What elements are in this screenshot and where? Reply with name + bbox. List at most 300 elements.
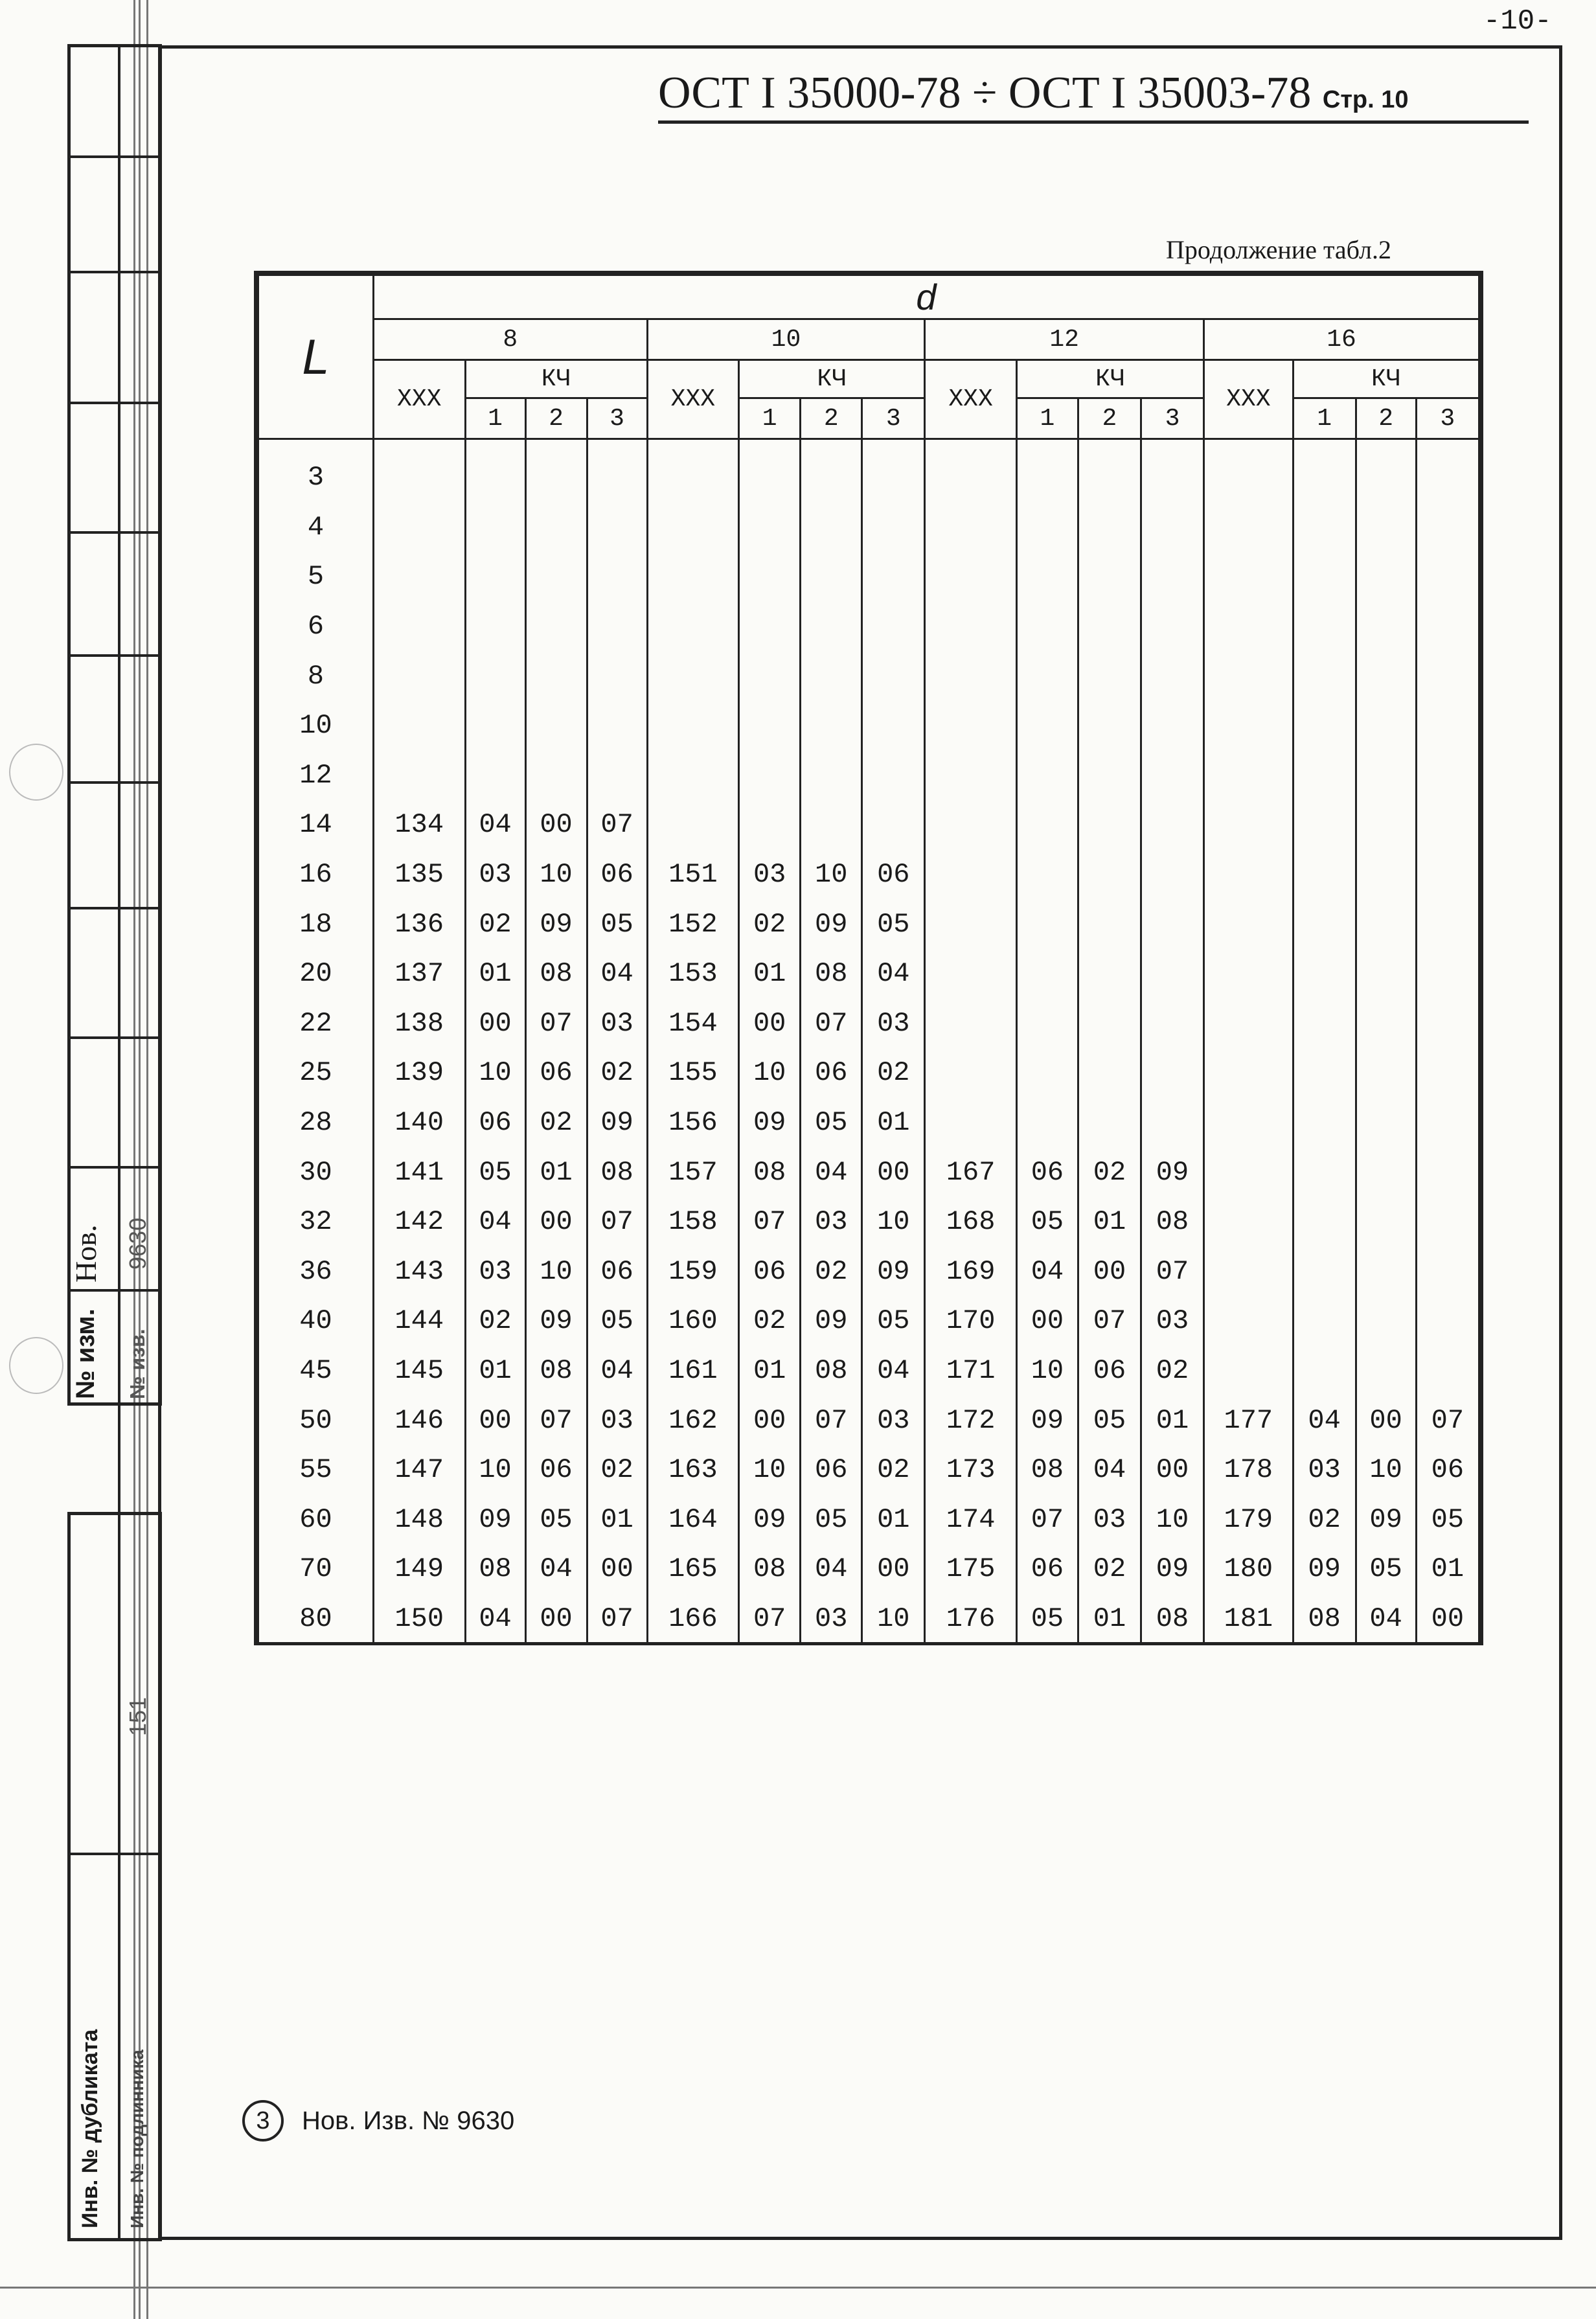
- table-cell: 05: [465, 1147, 525, 1197]
- table-cell: 04: [1293, 1395, 1356, 1445]
- table-cell: [1356, 999, 1416, 1049]
- column-header-d: d: [373, 275, 1479, 319]
- table-cell: [587, 552, 647, 602]
- table-cell: [647, 552, 739, 602]
- table-cell: 160: [647, 1296, 739, 1346]
- table-cell: 151: [647, 850, 739, 900]
- table-cell: [1141, 552, 1203, 602]
- kch-sub-header: 2: [801, 398, 862, 439]
- table-row: [258, 1197, 1479, 1247]
- table-cell: [1356, 1296, 1416, 1346]
- table-cell: 05: [1416, 1494, 1479, 1544]
- data-table: [254, 271, 1483, 1645]
- table-cell: [587, 602, 647, 652]
- table-cell: [1016, 1048, 1078, 1098]
- table-cell: [739, 651, 801, 701]
- punch-hole: [9, 744, 63, 801]
- table-cell: 09: [1016, 1395, 1078, 1445]
- table-row: [258, 1247, 1479, 1297]
- table-row: [258, 503, 1479, 553]
- table-cell: [801, 701, 862, 751]
- table-cell: 05: [1078, 1395, 1141, 1445]
- table-cell: [925, 751, 1017, 801]
- table-cell: [862, 701, 925, 751]
- table-cell: 03: [587, 999, 647, 1049]
- kch-sub-header: 1: [1016, 398, 1078, 439]
- table-cell: 04: [1078, 1445, 1141, 1495]
- table-cell: 00: [465, 999, 525, 1049]
- table-cell: [525, 602, 587, 652]
- table-cell: [801, 503, 862, 553]
- table-cell: 140: [373, 1098, 465, 1148]
- table-cell: [862, 503, 925, 553]
- table-cell: 00: [465, 1395, 525, 1445]
- table-cell: [1416, 503, 1479, 553]
- table-row: [258, 1395, 1479, 1445]
- table-cell: 00: [862, 1544, 925, 1594]
- table-cell: 168: [925, 1197, 1017, 1247]
- row-length-cell: 6: [258, 602, 374, 652]
- table-cell: 06: [739, 1247, 801, 1297]
- table-cell: 10: [1356, 1445, 1416, 1495]
- table-cell: [1293, 1147, 1356, 1197]
- table-cell: [925, 899, 1017, 949]
- table-cell: 03: [739, 850, 801, 900]
- table-cell: [1204, 1247, 1294, 1297]
- table-cell: [1416, 1048, 1479, 1098]
- table-cell: [1356, 1098, 1416, 1148]
- xxx-header: XXX: [925, 360, 1017, 439]
- table-cell: [1204, 1197, 1294, 1247]
- table-cell: [1141, 651, 1203, 701]
- stamp-column-divider: [118, 44, 120, 2241]
- table-cell: [739, 602, 801, 652]
- table-cell: 03: [1141, 1296, 1203, 1346]
- punch-hole: [9, 1337, 63, 1394]
- table-cell: [1416, 999, 1479, 1049]
- kch-sub-header: 1: [465, 398, 525, 439]
- table-cell: [1078, 899, 1141, 949]
- table-cell: [1416, 602, 1479, 652]
- table-cell: [1356, 602, 1416, 652]
- table-cell: [1141, 602, 1203, 652]
- table-cell: 04: [862, 1346, 925, 1396]
- row-length-cell: 20: [258, 949, 374, 999]
- table-cell: [1293, 439, 1356, 503]
- table-cell: [1016, 949, 1078, 999]
- kch-header: КЧ: [465, 360, 647, 398]
- table-cell: [862, 439, 925, 503]
- table-cell: 07: [801, 1395, 862, 1445]
- table-cell: 154: [647, 999, 739, 1049]
- table-cell: [1141, 503, 1203, 553]
- table-cell: [1416, 850, 1479, 900]
- table-cell: 07: [801, 999, 862, 1049]
- table-cell: [1078, 949, 1141, 999]
- xxx-header: XXX: [647, 360, 739, 439]
- table-cell: 01: [1416, 1544, 1479, 1594]
- table-cell: [1016, 751, 1078, 801]
- table-cell: [1293, 999, 1356, 1049]
- table-cell: 158: [647, 1197, 739, 1247]
- table-body: [258, 439, 1479, 1644]
- table-cell: [1293, 899, 1356, 949]
- table-cell: [1356, 503, 1416, 553]
- table-cell: 05: [1016, 1197, 1078, 1247]
- table-cell: [1356, 1197, 1416, 1247]
- table-cell: 07: [1416, 1395, 1479, 1445]
- table-cell: 167: [925, 1147, 1017, 1197]
- table-cell: [1356, 1346, 1416, 1396]
- table-cell: [862, 751, 925, 801]
- table-cell: [739, 503, 801, 553]
- inv-podl-label: Инв. № подлинника: [127, 2050, 147, 2228]
- stamp-divider: [67, 781, 162, 784]
- table-cell: [1141, 899, 1203, 949]
- table-cell: [587, 651, 647, 701]
- group-header: 8: [373, 319, 647, 360]
- table-cell: 00: [739, 999, 801, 1049]
- table-cell: 163: [647, 1445, 739, 1495]
- row-length-cell: 18: [258, 899, 374, 949]
- table-cell: [739, 701, 801, 751]
- stamp-divider: [67, 531, 162, 534]
- table-cell: 08: [801, 1346, 862, 1396]
- table-row: [258, 1445, 1479, 1495]
- table-cell: [862, 552, 925, 602]
- table-cell: [1416, 1098, 1479, 1148]
- row-length-cell: 22: [258, 999, 374, 1049]
- row-length-cell: 12: [258, 751, 374, 801]
- table-cell: [1078, 1098, 1141, 1148]
- table-cell: 10: [465, 1048, 525, 1098]
- table-cell: 00: [525, 1594, 587, 1644]
- table-cell: [1204, 651, 1294, 701]
- table-cell: 07: [1078, 1296, 1141, 1346]
- kch-sub-header: 1: [739, 398, 801, 439]
- table-cell: 01: [1078, 1197, 1141, 1247]
- table-row: [258, 439, 1479, 503]
- side-stamp-upper: [67, 44, 162, 1406]
- table-cell: [1204, 800, 1294, 850]
- table-row: [258, 1346, 1479, 1396]
- table-cell: 172: [925, 1395, 1017, 1445]
- table-cell: [1416, 1197, 1479, 1247]
- table-cell: [373, 751, 465, 801]
- table-row: [258, 1048, 1479, 1098]
- table-cell: 02: [862, 1445, 925, 1495]
- table-cell: 01: [465, 949, 525, 999]
- table-cell: 03: [862, 999, 925, 1049]
- table-cell: [647, 701, 739, 751]
- stamp-divider: [67, 654, 162, 657]
- revision-stamp: [242, 2100, 514, 2142]
- table-cell: 06: [587, 1247, 647, 1297]
- table-row: [258, 800, 1479, 850]
- group-header: 12: [925, 319, 1204, 360]
- table-cell: [1293, 1048, 1356, 1098]
- table-cell: 161: [647, 1346, 739, 1396]
- table-cell: [1141, 701, 1203, 751]
- table-cell: 03: [801, 1594, 862, 1644]
- row-length-cell: 32: [258, 1197, 374, 1247]
- table-row: [258, 1296, 1479, 1346]
- table-row: [258, 1147, 1479, 1197]
- table-cell: 176: [925, 1594, 1017, 1644]
- table-cell: 04: [1356, 1594, 1416, 1644]
- table-cell: 155: [647, 1048, 739, 1098]
- table-cell: 175: [925, 1544, 1017, 1594]
- table-cell: [1078, 552, 1141, 602]
- table-cell: [1016, 439, 1078, 503]
- table-cell: 171: [925, 1346, 1017, 1396]
- table-cell: [1204, 1296, 1294, 1346]
- table-cell: [1356, 552, 1416, 602]
- table-row: [258, 1494, 1479, 1544]
- kch-sub-header: 3: [587, 398, 647, 439]
- table-cell: 01: [739, 1346, 801, 1396]
- table-cell: 03: [587, 1395, 647, 1445]
- table-cell: [1078, 751, 1141, 801]
- standard-number: ОСТ I 35000-78 ÷ ОСТ I 35003-78: [658, 68, 1312, 118]
- table-cell: 01: [1078, 1594, 1141, 1644]
- table-cell: [373, 503, 465, 553]
- table-cell: 02: [1078, 1147, 1141, 1197]
- kch-sub-header: 1: [1293, 398, 1356, 439]
- kch-sub-header: 3: [862, 398, 925, 439]
- table-cell: 03: [465, 1247, 525, 1297]
- table-cell: 10: [739, 1445, 801, 1495]
- table-cell: 09: [801, 1296, 862, 1346]
- table-cell: 10: [739, 1048, 801, 1098]
- table-cell: [925, 1098, 1017, 1148]
- table-cell: [1204, 899, 1294, 949]
- table-cell: [1204, 503, 1294, 553]
- table-cell: 04: [801, 1544, 862, 1594]
- table-cell: 169: [925, 1247, 1017, 1297]
- table-cell: 10: [1016, 1346, 1078, 1396]
- table-cell: 164: [647, 1494, 739, 1544]
- table-cell: [647, 751, 739, 801]
- table-cell: 07: [1141, 1247, 1203, 1297]
- table-cell: [1416, 651, 1479, 701]
- table-cell: [801, 651, 862, 701]
- table-cell: 06: [1016, 1147, 1078, 1197]
- table-cell: 08: [801, 949, 862, 999]
- table-cell: [1204, 552, 1294, 602]
- table-row: [258, 1594, 1479, 1644]
- table-cell: 10: [862, 1594, 925, 1644]
- table-cell: [465, 651, 525, 701]
- table-cell: [862, 651, 925, 701]
- table-cell: 06: [862, 850, 925, 900]
- table-cell: [587, 701, 647, 751]
- table-cell: 03: [1293, 1445, 1356, 1495]
- table-cell: [1078, 800, 1141, 850]
- table-cell: 00: [1078, 1247, 1141, 1297]
- table-cell: 08: [1293, 1594, 1356, 1644]
- document-title: [658, 67, 1409, 119]
- table-cell: [1293, 651, 1356, 701]
- table-cell: 08: [587, 1147, 647, 1197]
- table-cell: [1016, 850, 1078, 900]
- table-cell: [925, 439, 1017, 503]
- table-cell: 09: [862, 1247, 925, 1297]
- table-cell: [1416, 751, 1479, 801]
- table-cell: 156: [647, 1098, 739, 1148]
- table-cell: [1356, 701, 1416, 751]
- table-cell: 08: [1141, 1594, 1203, 1644]
- table-cell: 05: [801, 1494, 862, 1544]
- table-cell: [862, 800, 925, 850]
- table-row: [258, 1544, 1479, 1594]
- table-cell: 148: [373, 1494, 465, 1544]
- kch-header: КЧ: [1293, 360, 1479, 398]
- table-cell: [1204, 701, 1294, 751]
- table-cell: 177: [1204, 1395, 1294, 1445]
- table-cell: [801, 552, 862, 602]
- table-cell: 150: [373, 1594, 465, 1644]
- nov-number: 9630: [124, 1217, 151, 1270]
- group-header: 10: [647, 319, 925, 360]
- table-cell: 06: [525, 1445, 587, 1495]
- table-cell: [1078, 651, 1141, 701]
- table-cell: 07: [1016, 1494, 1078, 1544]
- table-cell: 08: [525, 949, 587, 999]
- table-cell: [1293, 1346, 1356, 1396]
- table-row: [258, 701, 1479, 751]
- table-cell: [801, 439, 862, 503]
- table-cell: [801, 602, 862, 652]
- table-cell: [862, 602, 925, 652]
- table-cell: 05: [801, 1098, 862, 1148]
- table-cell: [465, 503, 525, 553]
- stamp-divider: [67, 155, 162, 158]
- table-cell: [801, 800, 862, 850]
- table-cell: [1141, 1048, 1203, 1098]
- table-cell: [647, 439, 739, 503]
- table-cell: [373, 602, 465, 652]
- table-cell: 10: [465, 1445, 525, 1495]
- table-cell: 152: [647, 899, 739, 949]
- table-cell: 09: [1141, 1544, 1203, 1594]
- table-cell: [1141, 1098, 1203, 1148]
- kch-sub-header: 2: [525, 398, 587, 439]
- table-cell: [1078, 503, 1141, 553]
- row-length-cell: 10: [258, 701, 374, 751]
- table-cell: 179: [1204, 1494, 1294, 1544]
- table-cell: [1416, 439, 1479, 503]
- table-cell: [1016, 999, 1078, 1049]
- table-cell: [1293, 1197, 1356, 1247]
- table-cell: [739, 439, 801, 503]
- stamp-divider: [67, 1036, 162, 1039]
- table-cell: [1416, 949, 1479, 999]
- table-cell: [1293, 751, 1356, 801]
- inv-dubl-label: Инв. № дубликата: [78, 2029, 102, 2228]
- table-cell: 147: [373, 1445, 465, 1495]
- table-cell: [525, 439, 587, 503]
- table-cell: [525, 651, 587, 701]
- table-cell: 178: [1204, 1445, 1294, 1495]
- table-cell: [1204, 949, 1294, 999]
- table-cell: [1204, 850, 1294, 900]
- table-cell: 02: [862, 1048, 925, 1098]
- table-cell: [1293, 850, 1356, 900]
- table-cell: [1416, 1346, 1479, 1396]
- table-cell: 02: [1078, 1544, 1141, 1594]
- table-cell: [525, 503, 587, 553]
- table-cell: 06: [1016, 1544, 1078, 1594]
- table-cell: [465, 602, 525, 652]
- table-cell: [1416, 1247, 1479, 1297]
- row-length-cell: 60: [258, 1494, 374, 1544]
- table-cell: 09: [1141, 1147, 1203, 1197]
- table-cell: [1416, 552, 1479, 602]
- table-cell: [1078, 602, 1141, 652]
- table-cell: [1016, 552, 1078, 602]
- table-cell: 06: [525, 1048, 587, 1098]
- stamp-divider: [67, 1853, 162, 1855]
- row-length-cell: 80: [258, 1594, 374, 1644]
- table-cell: 02: [801, 1247, 862, 1297]
- table-cell: 02: [1293, 1494, 1356, 1544]
- table-cell: 166: [647, 1594, 739, 1644]
- table-row: [258, 999, 1479, 1049]
- table-cell: 05: [587, 1296, 647, 1346]
- table-cell: 07: [587, 800, 647, 850]
- row-length-cell: 14: [258, 800, 374, 850]
- row-length-cell: 28: [258, 1098, 374, 1148]
- row-length-cell: 50: [258, 1395, 374, 1445]
- table-cell: 01: [465, 1346, 525, 1396]
- table-cell: [1016, 1098, 1078, 1148]
- table-cell: [1204, 1147, 1294, 1197]
- xxx-header: XXX: [373, 360, 465, 439]
- table-cell: 04: [1016, 1247, 1078, 1297]
- izv-label: № изв.: [126, 1329, 149, 1399]
- stamp-divider: [67, 402, 162, 404]
- table-cell: 173: [925, 1445, 1017, 1495]
- table-cell: [1204, 999, 1294, 1049]
- table-cell: [373, 552, 465, 602]
- table-cell: [647, 602, 739, 652]
- row-length-cell: 25: [258, 1048, 374, 1098]
- group-header: 16: [1204, 319, 1479, 360]
- kch-sub-header: 3: [1141, 398, 1203, 439]
- row-length-cell: 30: [258, 1147, 374, 1197]
- table-cell: [1078, 439, 1141, 503]
- table-cell: 02: [587, 1048, 647, 1098]
- table-cell: 09: [525, 1296, 587, 1346]
- kch-header: КЧ: [1016, 360, 1203, 398]
- table-cell: [525, 701, 587, 751]
- table-cell: [1016, 701, 1078, 751]
- table-cell: 08: [739, 1544, 801, 1594]
- table-cell: [1356, 850, 1416, 900]
- table-cell: [1141, 751, 1203, 801]
- table-cell: [1016, 800, 1078, 850]
- table-cell: [1293, 1247, 1356, 1297]
- table-cell: [1416, 1147, 1479, 1197]
- table-cell: 09: [587, 1098, 647, 1148]
- table-cell: 165: [647, 1544, 739, 1594]
- table-cell: 09: [801, 899, 862, 949]
- table-row: [258, 552, 1479, 602]
- table-cell: 157: [647, 1147, 739, 1197]
- page-label: Стр. 10: [1322, 86, 1409, 113]
- table-cell: 10: [862, 1197, 925, 1247]
